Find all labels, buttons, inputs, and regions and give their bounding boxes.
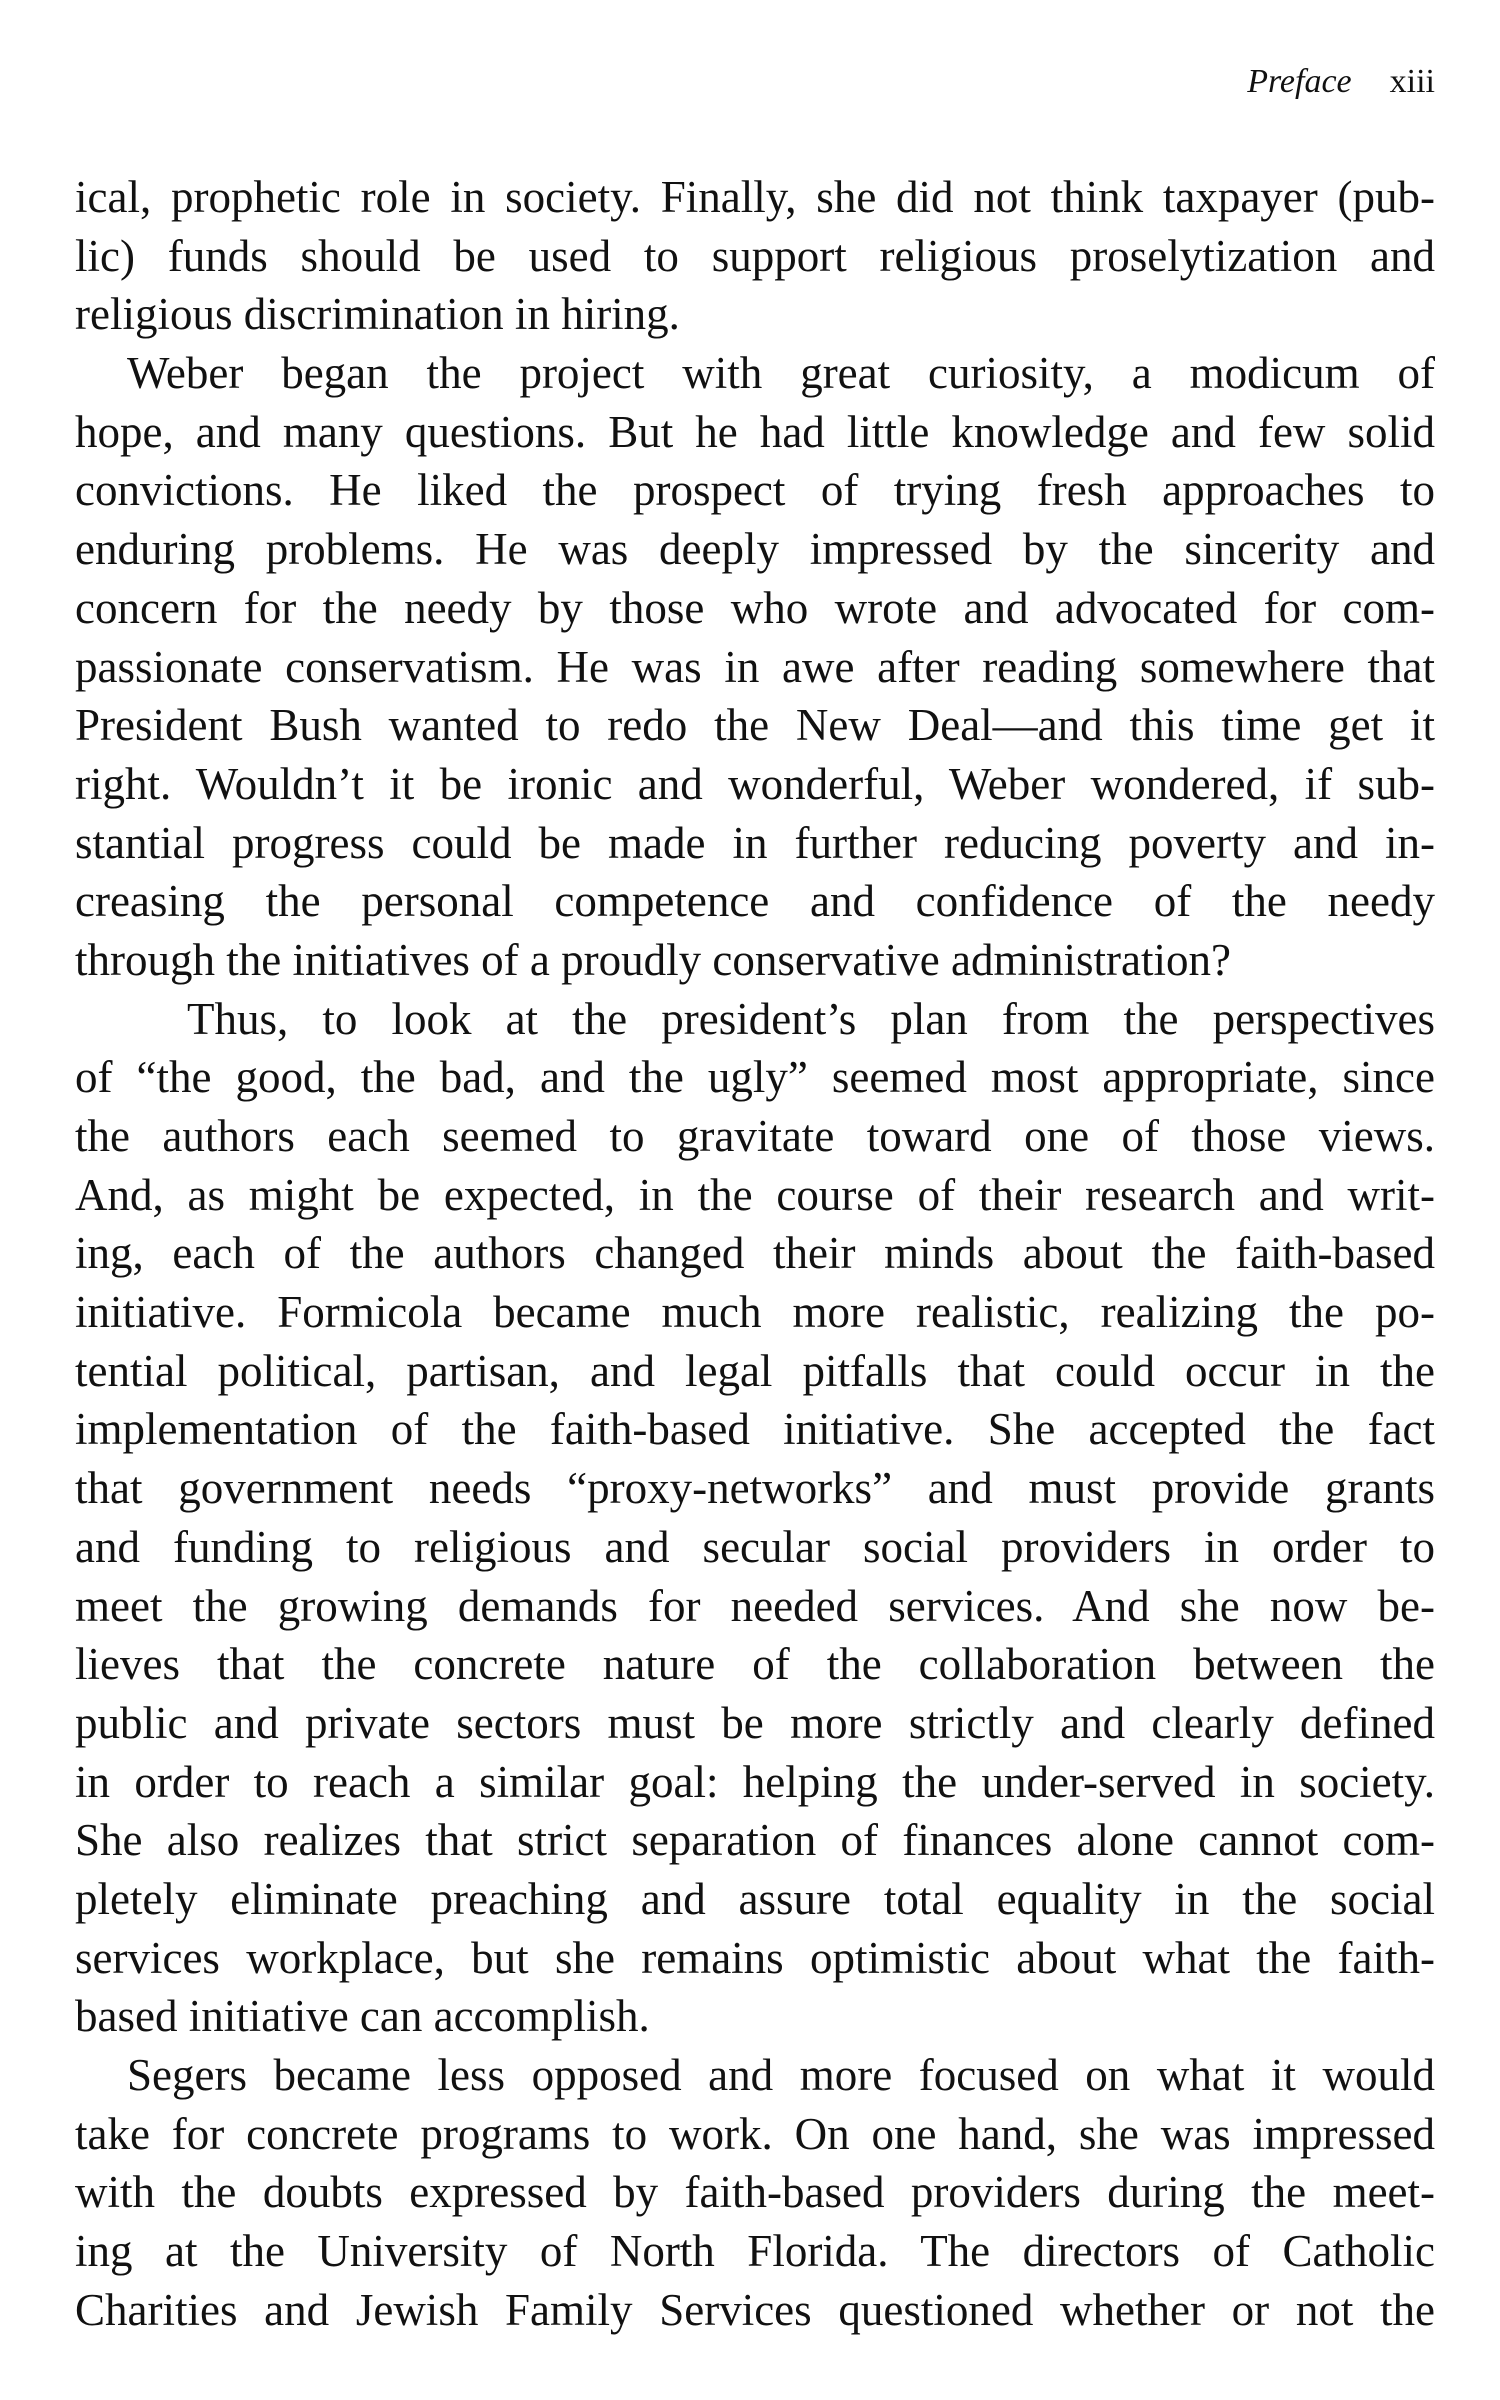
text-line: Segers became less opposed and more focused on what it would (127, 2050, 1435, 2100)
text-line: the authors each seemed to gravitate toward one of those views. (75, 1111, 1435, 1161)
running-head-title: Preface (1247, 63, 1352, 100)
running-head (1247, 62, 1435, 102)
text-line: She also realizes that strict separation of finances alone cannot com- (75, 1815, 1435, 1866)
text-line: concern for the needy by those who wrote and advocated for com- (75, 582, 1435, 633)
text-line: in order to reach a similar goal: helping the under-served in society. (75, 1756, 1435, 1807)
paragraph-2 (75, 344, 1435, 990)
text-line: ing at the University of North Florida. The directors of Catholic (75, 2226, 1435, 2277)
text-line: And, as might be expected, in the course of their research and writ- (75, 1169, 1435, 1220)
text-line: stantial progress could be made in further reducing poverty and in- (75, 817, 1435, 868)
paragraph-3 (75, 990, 1435, 2046)
text-line: meet the growing demands for needed services. And she now be- (75, 1580, 1435, 1631)
text-line: lieves that the concrete nature of the collaboration between the (75, 1639, 1435, 1690)
text-line: with the doubts expressed by faith-based providers during the meet- (75, 2167, 1435, 2218)
text-line: convictions. He liked the prospect of trying fresh approaches to (75, 465, 1435, 516)
text-line: ing, each of the authors changed their minds about the faith-based (75, 1228, 1435, 1279)
text-line: implementation of the faith-based initiative. She accepted the fact (75, 1404, 1435, 1455)
text-line: pletely eliminate preaching and assure total equality in the social (75, 1873, 1435, 1924)
text-line: that government needs “proxy-networks” and must provide grants (75, 1463, 1435, 1514)
page-number: xiii (1389, 63, 1435, 100)
text-line: enduring problems. He was deeply impressed by the sincerity and (75, 524, 1435, 575)
body-text (75, 168, 1435, 2339)
text-line: passionate conservatism. He was in awe after reading somewhere that (75, 641, 1435, 692)
text-line: lic) funds should be used to support religious proselytization and (75, 230, 1435, 281)
paragraph-4 (75, 2046, 1435, 2339)
text-line: public and private sectors must be more strictly and clearly defined (75, 1697, 1435, 1748)
text-line: Thus, to look at the president’s plan from the perspectives (187, 993, 1435, 1044)
text-line: ical, prophetic role in society. Finally, she did not think taxpayer (pub- (75, 172, 1435, 222)
text-line: based initiative can accomplish. (75, 1991, 650, 2042)
text-line: and funding to religious and secular social providers in order to (75, 1521, 1435, 1572)
text-line: hope, and many questions. But he had little knowledge and few solid (75, 406, 1435, 457)
text-line: of “the good, the bad, and the ugly” seemed most appropriate, since (75, 1052, 1435, 1103)
book-page (75, 0, 1435, 2400)
text-line: initiative. Formicola became much more realistic, realizing the po- (75, 1287, 1435, 1338)
text-line: right. Wouldn’t it be ironic and wonderful, Weber wondered, if sub- (75, 758, 1435, 809)
paragraph-1 (75, 168, 1435, 344)
text-line: through the initiatives of a proudly conservative administration? (75, 934, 1231, 985)
text-line: tential political, partisan, and legal pitfalls that could occur in the (75, 1345, 1435, 1396)
text-line: President Bush wanted to redo the New Deal—and this time get it (75, 700, 1435, 751)
text-line: take for concrete programs to work. On one hand, she was impressed (75, 2108, 1435, 2159)
text-line: religious discrimination in hiring. (75, 289, 680, 340)
text-line: creasing the personal competence and confidence of the needy (75, 876, 1435, 927)
text-line: Charities and Jewish Family Services questioned whether or not the (75, 2284, 1435, 2335)
text-line: Weber began the project with great curiosity, a modicum of (127, 348, 1435, 399)
text-line: services workplace, but she remains optimistic about what the faith- (75, 1932, 1435, 1983)
